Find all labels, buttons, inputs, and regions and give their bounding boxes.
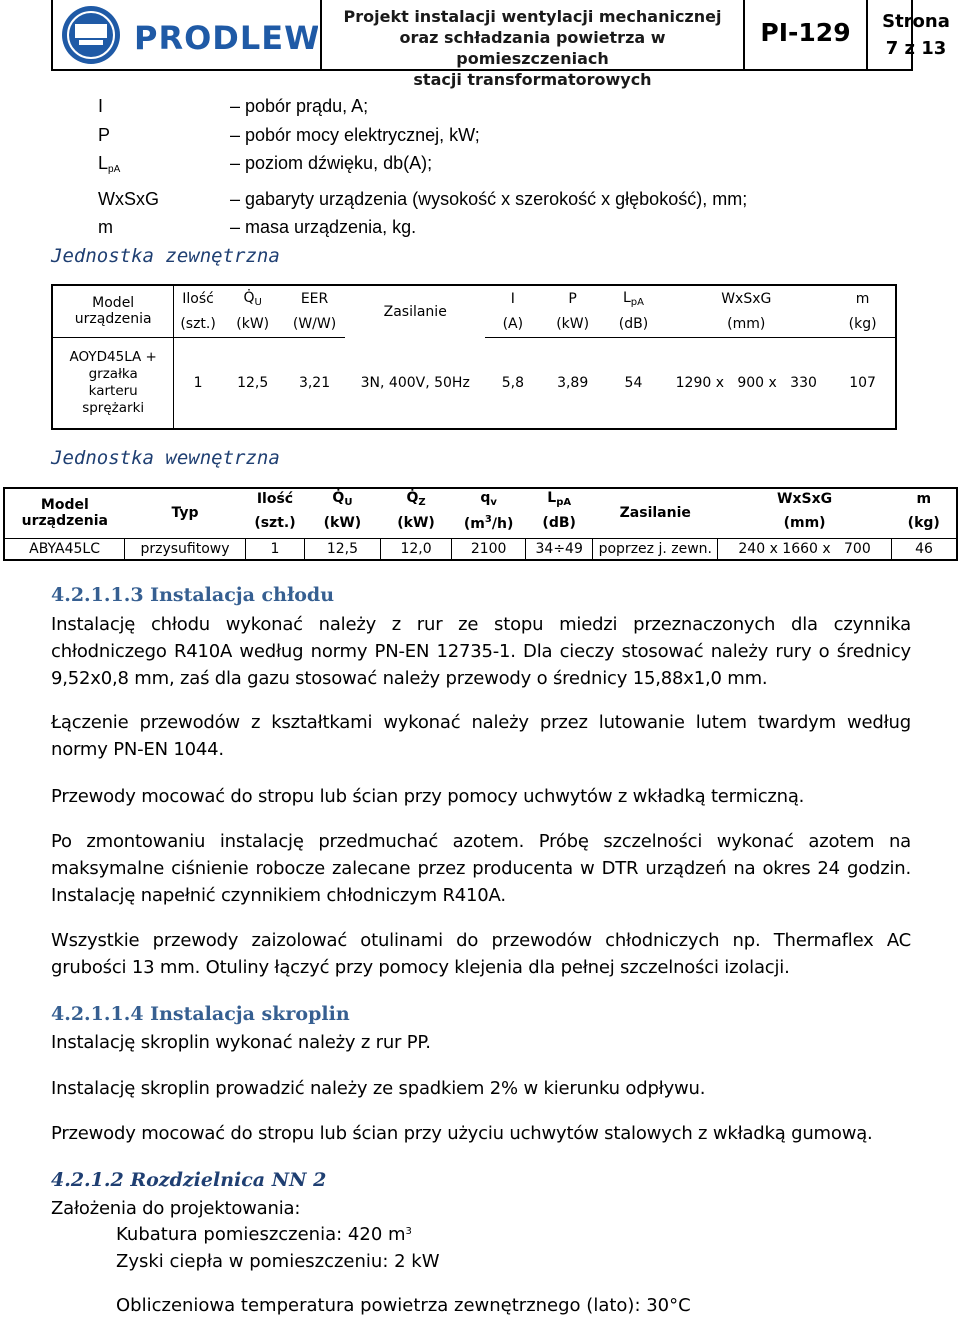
col-model-header: Model urządzenia	[21, 497, 108, 530]
design-assumption: Kubatura pomieszczenia: 420 $m^3$	[116, 1224, 412, 1245]
col-qty-header: Ilość	[256, 490, 294, 507]
legend-description: – poziom dźwięku, db(A);	[230, 153, 433, 173]
legend-symbol: L	[98, 153, 109, 173]
page-label: Strona	[882, 11, 950, 32]
table-row	[52, 338, 896, 429]
legend-symbol: m	[98, 217, 113, 237]
col-power-header: P	[568, 290, 577, 307]
cell-airflow: 2100	[452, 538, 526, 560]
document-code: PI-129	[760, 18, 851, 47]
col-mass-header: m	[855, 290, 870, 307]
indoor-unit-table	[3, 487, 958, 561]
header-title-cell	[322, 0, 745, 89]
paragraph: Łączenie przewodów z kształtkami wykonać należy przez lutowanie lutem twardym według normy PN-EN 1044.	[51, 712, 911, 760]
legend-symbol-subscript: pA	[108, 164, 121, 175]
header-page-cell	[868, 0, 960, 69]
header-code-cell	[745, 0, 868, 69]
paragraph: Instalację skroplin wykonać należy z rur PP.	[51, 1032, 431, 1053]
paragraph: Założenia do projektowania:	[51, 1198, 301, 1219]
col-qz-unit: (kW)	[397, 514, 435, 531]
table-header-row	[52, 285, 896, 311]
cell-qty: 1	[245, 538, 304, 560]
cell-qz: 12,0	[380, 538, 452, 560]
table-header-row	[4, 488, 957, 508]
outdoor-unit-table	[51, 284, 897, 430]
paragraph: Instalację skroplin prowadzić należy ze spadkiem 2% w kierunku odpływu.	[51, 1078, 706, 1099]
legend-row	[98, 149, 747, 185]
col-supply-header: Zasilanie	[383, 303, 447, 320]
col-qz-header: $Q̇_Z$	[406, 489, 426, 508]
col-qty-unit: (szt.)	[254, 514, 296, 531]
legend-description: – gabaryty urządzenia (wysokość x szerokość x głębokość), mm;	[230, 188, 748, 209]
cell-supply: poprzez j. zewn.	[593, 538, 718, 560]
col-type-header: Typ	[171, 505, 199, 522]
cell-model: AOYD45LA + grzałka karteru sprężarki	[52, 338, 174, 429]
table-row	[4, 538, 957, 560]
legend-description: – pobór mocy elektrycznej, kW;	[230, 124, 480, 145]
col-lpa-unit: (dB)	[542, 514, 576, 531]
cell-dims: 1290 x 900 x 330	[675, 375, 817, 392]
legend-description: – pobór prądu, A;	[230, 96, 369, 116]
col-qu-header: $Q̇_U$	[243, 289, 262, 308]
legend-symbol: I	[98, 96, 104, 116]
page-header	[51, 0, 950, 89]
col-qty-unit: (szt.)	[174, 311, 222, 337]
col-power-unit: (kW)	[541, 311, 605, 337]
col-eer-header: EER	[300, 290, 329, 307]
indoor-unit-title: Jednostka wewnętrzna	[51, 447, 280, 469]
legend-symbol: P	[98, 124, 111, 145]
col-eer-unit: (W/W)	[284, 311, 346, 337]
cell-dims: 240 x 1660 x 700	[718, 538, 892, 560]
col-qu-header: $Q̇_U$	[332, 489, 353, 508]
paragraph: Instalację chłodu wykonać należy z rur ze stopu miedzi przeznaczonych dla czynnika chłodniczego R410A według normy PN-EN 12735-1. Dla cieczy stosować należy rury o średnicy 9,52x0,8 mm, zaś dla gazu stosować należy przewody o średnicy 15,88x1,0 mm.	[51, 614, 911, 689]
col-airflow-header: $q_v$	[480, 489, 497, 508]
col-dims-unit: (mm)	[783, 514, 826, 531]
title-line-2: oraz schładzania powietrza w pomieszczeniach	[399, 28, 666, 68]
design-assumption: Zyski ciepła w pomieszczeniu: 2 kW	[116, 1251, 440, 1272]
paragraph: Po zmontowaniu instalację przedmuchać azotem. Próbę szczelności wykonać azotem na maksymalne ciśnienie robocze zalecane przez producenta w DTR urządzeń na okres 24 godzin. Instalację napełnić czynnikiem chłodniczym R410A.	[51, 831, 911, 906]
col-dims-header: WxSxG	[777, 490, 833, 507]
col-supply-header: Zasilanie	[619, 505, 691, 522]
col-lpa-header: $L_{pA}$	[622, 289, 644, 308]
col-mass-header: m	[916, 490, 932, 507]
col-dims-unit: (mm)	[662, 311, 830, 337]
legend-description: – masa urządzenia, kg.	[230, 217, 417, 237]
title-line-3: stacji transformatorowych	[413, 70, 652, 89]
cell-power: 3,89	[557, 375, 589, 392]
col-mass-unit: (kg)	[830, 311, 896, 337]
cell-qu: 12,5	[237, 375, 269, 392]
symbol-legend	[98, 92, 747, 242]
cell-lpa: 34÷49	[525, 538, 592, 560]
header-logo-cell	[53, 0, 322, 69]
design-assumption: Obliczeniowa temperatura powietrza zewnętrznego (lato): 30°C	[116, 1295, 691, 1316]
prodlew-logo	[53, 0, 318, 69]
cell-qu: 12,5	[305, 538, 381, 560]
col-qu-unit: (kW)	[222, 311, 284, 337]
cell-eer: 3,21	[298, 375, 331, 392]
section-heading-switchgear: 4.2.1.2 Rozdzielnica NN 2	[51, 1169, 327, 1191]
section-heading-condensate: 4.2.1.1.4 Instalacja skroplin	[51, 1003, 350, 1025]
section-heading-cooling: 4.2.1.1.3 Instalacja chłodu	[51, 584, 335, 606]
col-current-header: I	[510, 290, 515, 307]
cell-type: przysufitowy	[125, 538, 246, 560]
legend-row	[98, 121, 747, 150]
col-lpa-unit: (dB)	[605, 311, 663, 337]
legend-row	[98, 92, 747, 121]
col-qu-unit: (kW)	[323, 514, 362, 531]
paragraph: Przewody mocować do stropu lub ścian przy pomocy uchwytów z wkładką termiczną.	[51, 786, 805, 807]
col-lpa-header: $L_{pA}$	[547, 489, 572, 508]
page-number: 7 z 13	[885, 38, 947, 59]
col-mass-unit: (kg)	[907, 514, 940, 531]
paragraph: Przewody mocować do stropu lub ścian przy użyciu uchwytów stalowych z wkładką gumową.	[51, 1123, 873, 1144]
logo-wordmark: PRODLEW	[134, 19, 318, 57]
legend-row	[98, 185, 747, 214]
col-model-header: Model urządzenia	[74, 294, 152, 327]
cell-lpa: 54	[624, 375, 643, 392]
cell-qty: 1	[193, 375, 203, 392]
legend-symbol: WxSxG	[98, 188, 159, 209]
paragraph: Wszystkie przewody zaizolować otulinami do przewodów chłodniczych np. Thermaflex AC grubości 13 mm. Otuliny łączyć przy pomocy klejenia dla pełnej szczelności izolacji.	[51, 930, 911, 978]
cell-current: 5,8	[501, 375, 524, 392]
cell-mass: 46	[891, 538, 957, 560]
legend-row	[98, 213, 747, 242]
document-title	[322, 6, 743, 90]
col-current-unit: (A)	[485, 311, 541, 337]
cell-mass: 107	[849, 375, 876, 392]
col-airflow-unit: $(m^3/h)$	[463, 513, 514, 532]
cell-supply: 3N, 400V, 50Hz	[360, 374, 470, 391]
col-qty-header: Ilość	[182, 290, 214, 307]
col-dims-header: WxSxG	[721, 290, 772, 307]
cell-model: ABYA45LC	[4, 538, 125, 560]
outdoor-unit-title: Jednostka zewnętrzna	[51, 245, 280, 267]
title-line-1: Projekt instalacji wentylacji mechanicznej	[343, 7, 722, 26]
